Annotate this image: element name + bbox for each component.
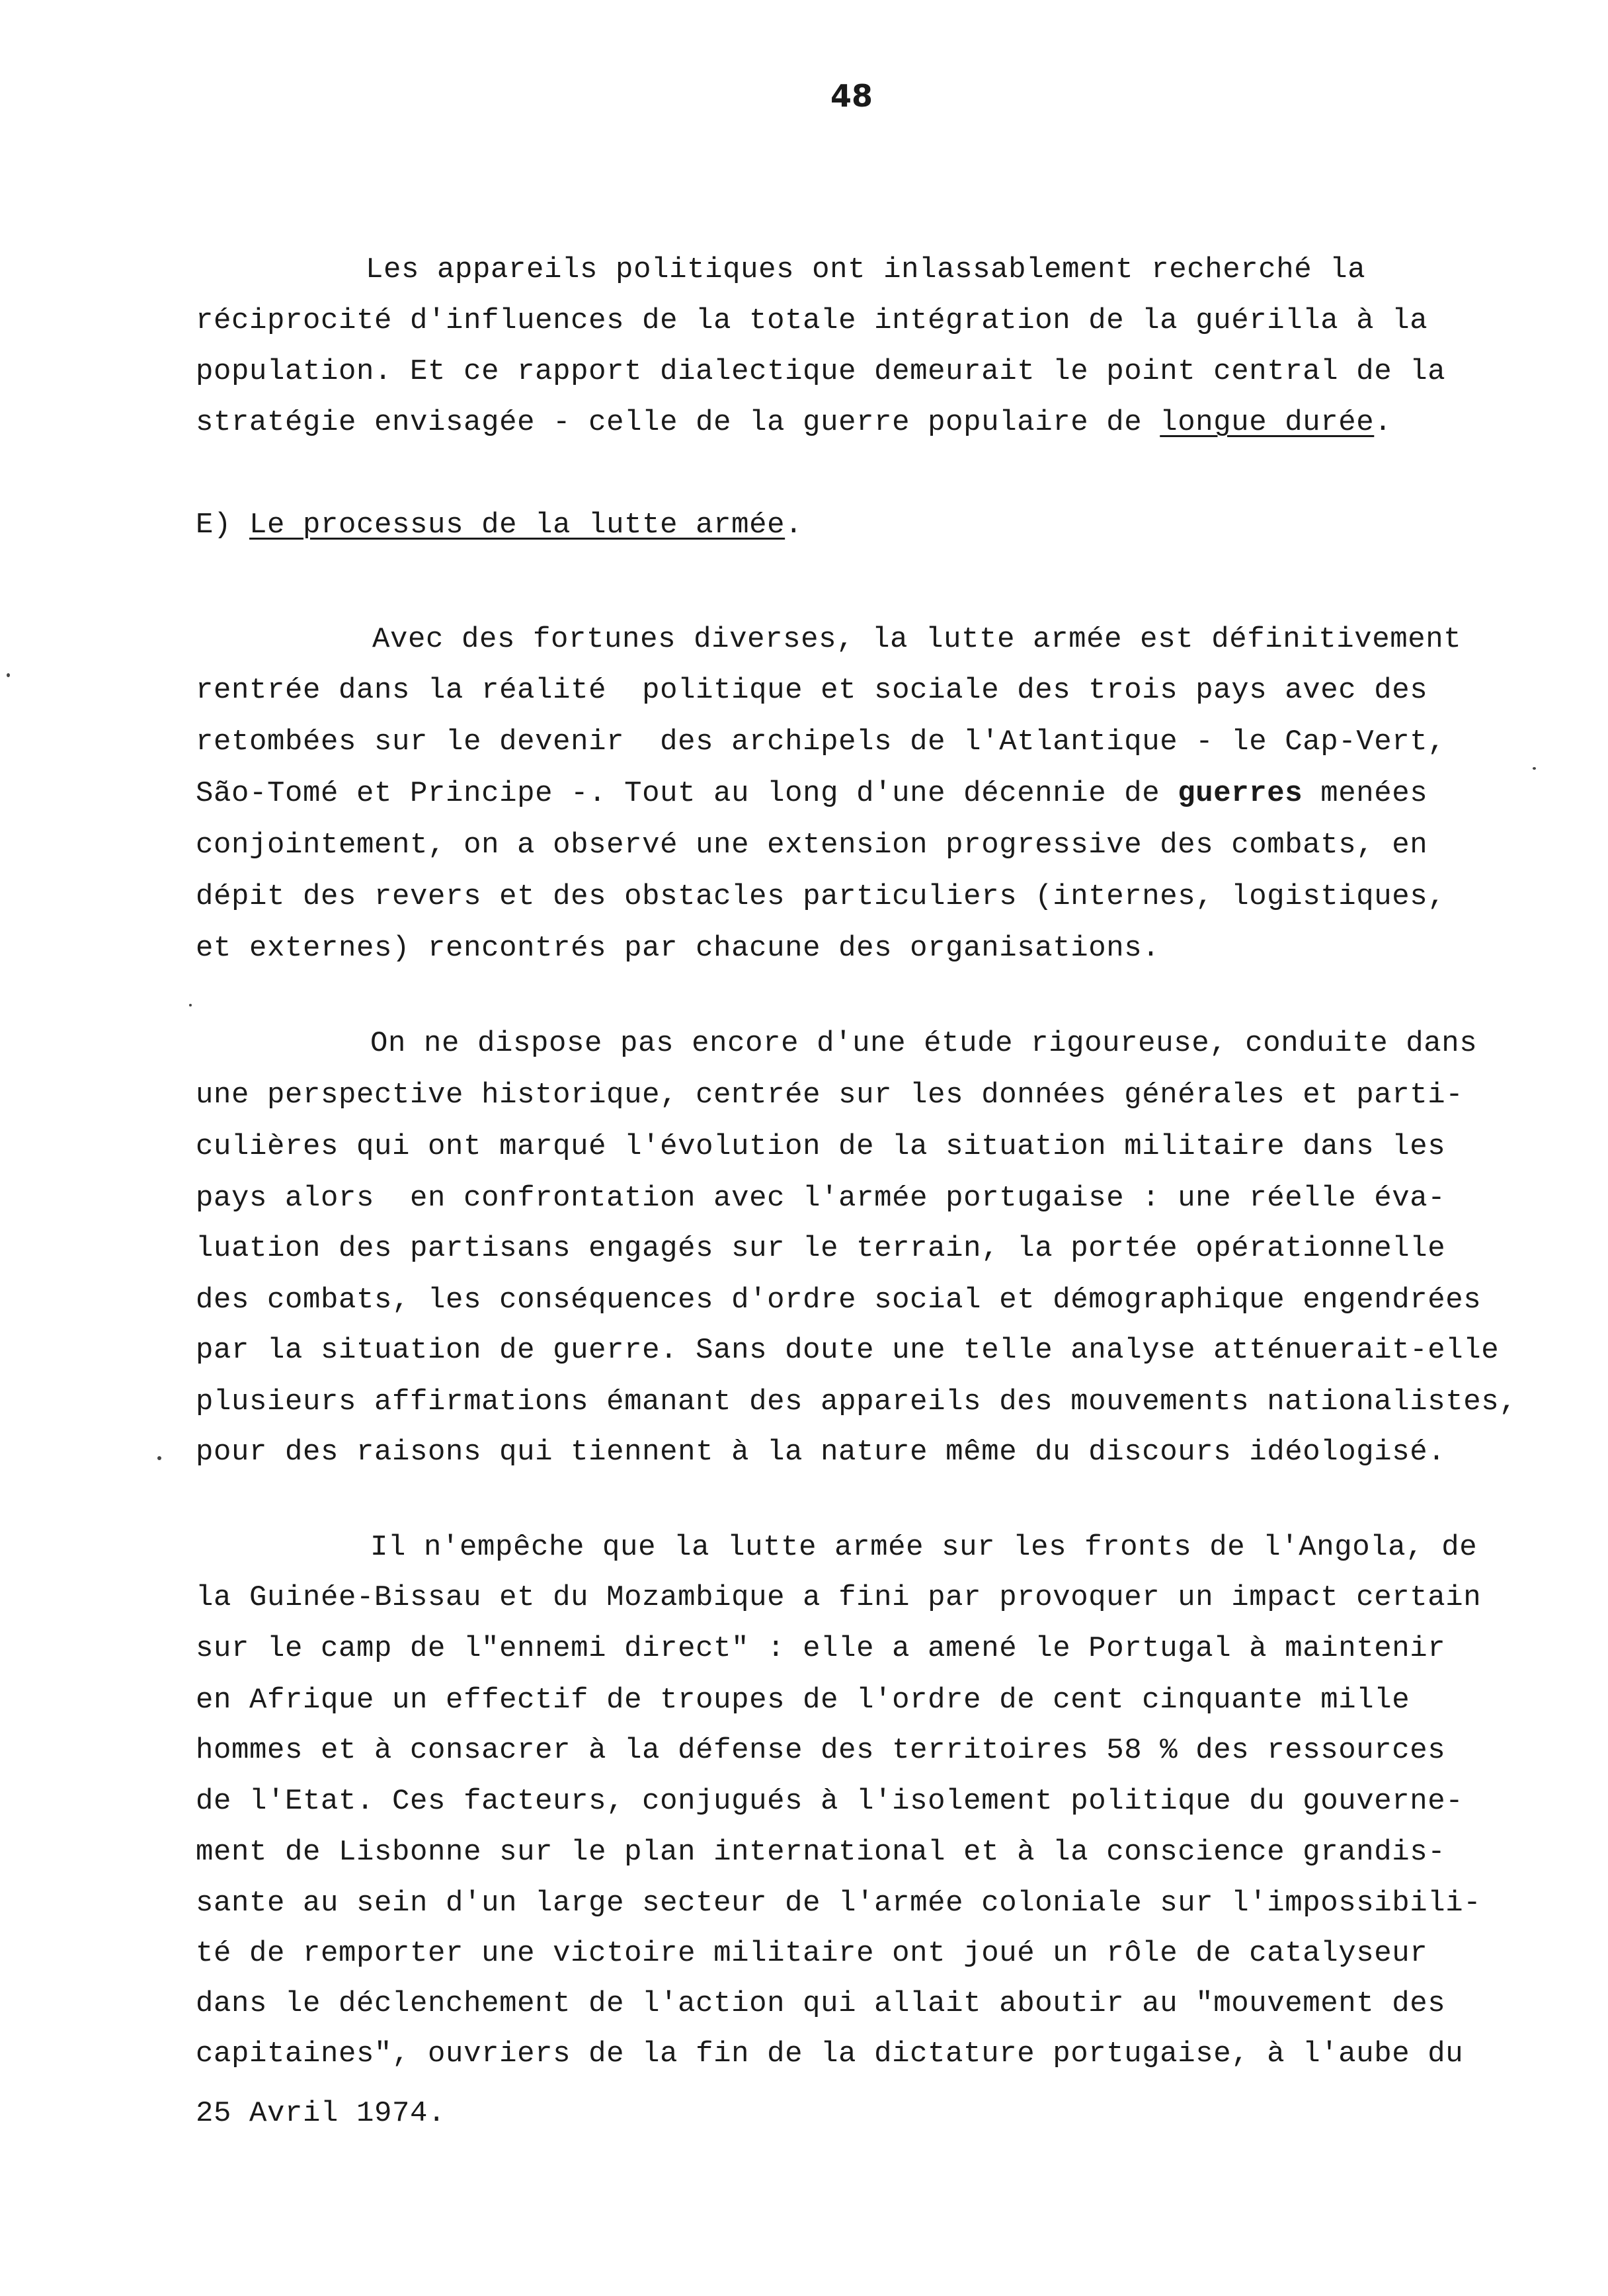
text-line: On ne dispose pas encore d'une étude rigoureuse, conduite dans	[370, 1027, 1478, 1060]
text-line: la Guinée-Bissau et du Mozambique a fini par provoquer un impact certain	[196, 1581, 1482, 1614]
scan-speck	[189, 1004, 192, 1006]
text-line: té de remporter une victoire militaire ont joué un rôle de catalyseur	[196, 1937, 1428, 1970]
text-line: Les appareils politiques ont inlassablement recherché la	[366, 253, 1366, 286]
text-line: en Afrique un effectif de troupes de l'ordre de cent cinquante mille	[196, 1684, 1410, 1717]
text-line: Avec des fortunes diverses, la lutte armée est définitivement	[372, 623, 1462, 656]
text-line: et externes) rencontrés par chacune des organisations.	[196, 932, 1160, 965]
text-line: São-Tomé et Principe -. Tout au long d'une décennie de guerres menées	[196, 777, 1428, 810]
page-number: 48	[830, 78, 873, 114]
underlined-phrase: longue durée	[1160, 406, 1375, 439]
text-line: hommes et à consacrer à la défense des territoires 58 % des ressources	[196, 1734, 1446, 1767]
text-line: pour des raisons qui tiennent à la nature même du discours idéologisé.	[196, 1436, 1446, 1469]
text-line: retombées sur le devenir des archipels de l'Atlantique - le Cap-Vert,	[196, 725, 1446, 758]
text-line: 25 Avril 1974.	[196, 2097, 446, 2130]
section-heading: E) Le processus de la lutte armée.	[196, 509, 803, 542]
text-line: dans le déclenchement de l'action qui allait aboutir au "mouvement des	[196, 1987, 1446, 2020]
text-line: rentrée dans la réalité politique et sociale des trois pays avec des	[196, 674, 1428, 707]
text-line: des combats, les conséquences d'ordre social et démographique engendrées	[196, 1284, 1482, 1317]
text-line: sante au sein d'un large secteur de l'armée coloniale sur l'impossibili-	[196, 1887, 1482, 1920]
scan-speck	[1533, 767, 1536, 770]
text-line: ment de Lisbonne sur le plan international et à la conscience grandis-	[196, 1836, 1446, 1869]
text-line: plusieurs affirmations émanant des appareils des mouvements nationalistes,	[196, 1385, 1517, 1418]
text-line: capitaines", ouvriers de la fin de la dictature portugaise, à l'aube du	[196, 2037, 1464, 2070]
text-line: sur le camp de l"ennemi direct" : elle a amené le Portugal à maintenir	[196, 1632, 1446, 1665]
text-line: population. Et ce rapport dialectique demeurait le point central de la	[196, 355, 1446, 388]
text-line: Il n'empêche que la lutte armée sur les fronts de l'Angola, de	[370, 1531, 1478, 1564]
text-line: conjointement, on a observé une extension progressive des combats, en	[196, 829, 1428, 862]
text-line: réciprocité d'influences de la totale intégration de la guérilla à la	[196, 304, 1428, 337]
scan-speck	[7, 673, 10, 677]
text-line: par la situation de guerre. Sans doute une telle analyse atténuerait-elle	[196, 1334, 1500, 1367]
text-line: de l'Etat. Ces facteurs, conjugués à l'isolement politique du gouverne-	[196, 1785, 1464, 1818]
scan-speck	[157, 1456, 161, 1460]
text-line: culières qui ont marqué l'évolution de la situation militaire dans les	[196, 1130, 1446, 1163]
text-line: luation des partisans engagés sur le terrain, la portée opérationnelle	[196, 1232, 1446, 1265]
section-heading-title: Le processus de la lutte armée	[249, 509, 785, 542]
text-line: stratégie envisagée - celle de la guerre populaire de longue durée.	[196, 406, 1392, 439]
text-line: pays alors en confrontation avec l'armée portugaise : une réelle éva-	[196, 1182, 1446, 1215]
text-line: une perspective historique, centrée sur les données générales et parti-	[196, 1079, 1464, 1112]
bold-word: guerres	[1178, 777, 1303, 810]
text-line: dépit des revers et des obstacles particuliers (internes, logistiques,	[196, 880, 1446, 913]
